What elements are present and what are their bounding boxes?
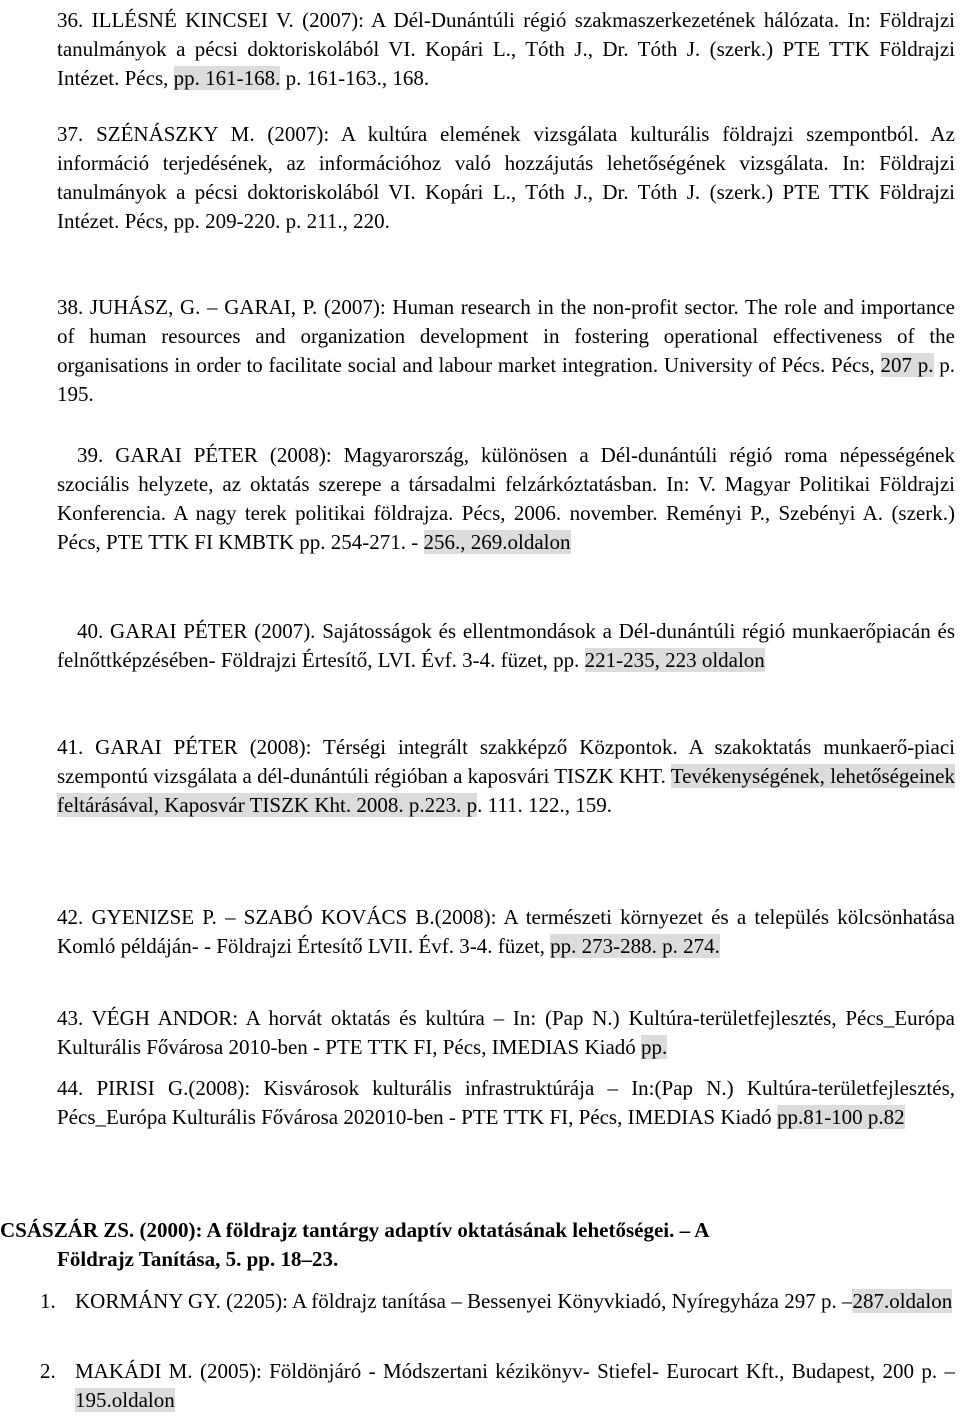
reference-text: p. 161-163., 168. (280, 66, 430, 90)
reference-text: 41. GARAI PÉTER (2008): Térségi integrált szakképző Központok. A szakoktatás munkaerő-piaci szempontú vizsgálata a dél-dunántúli régióban a kaposvári TISZK KHT. (57, 735, 955, 788)
highlighted-pages: pp. 273-288. p. 274. (550, 934, 720, 958)
reference-41 (57, 733, 955, 820)
reference-text: p. 195. (57, 353, 956, 406)
reference-text: 40. GARAI PÉTER (2007). Sajátosságok és ellentmondások a Dél-dunántúli régió munkaerőpiacán és felnőttképzésében- Földrajzi Értesítő, LVI. Évf. 3-4. füzet, pp. (57, 619, 955, 672)
reference-37 (57, 120, 955, 236)
reference-39 (57, 441, 955, 557)
highlighted-pages: 287.oldalon (852, 1289, 953, 1313)
list-item-text (75, 1287, 955, 1316)
reference-text: 43. VÉGH ANDOR: A horvát oktatás és kultúra – In: (Pap N.) Kultúra-területfejlesztés, Pécs_Európa Kulturális Fővárosa 2010-ben - PTE TTK FI, Pécs, IMEDIAS Kiadó (57, 1006, 955, 1059)
highlighted-pages: pp. 161-168. (173, 66, 281, 90)
highlighted-pages: 207 p. (880, 353, 934, 377)
reference-38 (57, 293, 955, 409)
reference-text: . 111. 122., 159. (477, 793, 613, 817)
list-number: 1. (40, 1289, 56, 1313)
list-item-text (75, 1357, 955, 1415)
reference-text: p. 211., 220. (280, 209, 390, 233)
section-heading (0, 1216, 955, 1274)
sub-reference-2 (40, 1357, 955, 1419)
reference-text: KORMÁNY GY. (2205): A földrajz tanítása – Bessenyei Könyvkiadó, Nyíregyháza 297 p. – (75, 1289, 853, 1313)
reference-36 (57, 6, 955, 93)
sub-reference-1 (40, 1287, 955, 1349)
highlighted-pages: 221-235, 223 oldalon (584, 648, 765, 672)
reference-text: 38. JUHÁSZ, G. – GARAI, P. (2007): Human research in the non-profit sector. The role and importance of human resources and organization development in fostering operational effectiveness of the organisations in order to facilitate social and labour market integration. University of Pécs. Pécs, (57, 295, 955, 377)
heading-line: CSÁSZÁR ZS. (2000): A földrajz tantárgy adaptív oktatásának lehetőségei. – A (0, 1218, 710, 1242)
reference-40 (57, 617, 955, 675)
reference-text: 44. PIRISI G.(2008): Kisvárosok kulturális infrastruktúrája – In:(Pap N.) Kultúra-területfejlesztés, Pécs_Európa Kulturális Fővárosa 202010-ben - PTE TTK FI, Pécs, IMEDIAS Kiadó (57, 1076, 955, 1129)
reference-text: 39. GARAI PÉTER (2008): Magyarország, különösen a Dél-dunántúli régió roma népességének szociális helyzete, az oktatás szerepe a társadalmi felzárkóztatásban. In: V. Magyar Politikai Földrajzi Konferencia. A nagy terek politikai földrajza. Pécs, 2006. november. Reményi P., Szebényi A. (szerk.) Pécs, PTE TTK FI KMBTK pp. 254-271. - (57, 443, 955, 554)
reference-text: 42. GYENIZSE P. – SZABÓ KOVÁCS B.(2008): A természeti környezet és a település kölcsönhatása Komló példáján- - Földrajzi Értesítő LVII. Évf. 3-4. füzet, (57, 905, 955, 958)
reference-text: 36. ILLÉSNÉ KINCSEI V. (2007): A Dél-Dunántúli régió szakmaszerkezetének hálózata. In: Földrajzi tanulmányok a pécsi doktoriskolából VI. Kopári L., Tóth J., Dr. Tóth J. (szerk.) PTE TTK Földrajzi Intézet. Pécs, (57, 8, 955, 90)
heading-line: Földrajz Tanítása, 5. pp. 18–23. (57, 1247, 339, 1271)
reference-43 (57, 1004, 955, 1062)
highlighted-pages: 195.oldalon (75, 1388, 175, 1412)
reference-text: MAKÁDI M. (2005): Földönjáró - Módszertani kézikönyv- Stiefel- Eurocart Kft., Budapest, 200 p. – (75, 1359, 955, 1383)
reference-44 (57, 1074, 955, 1132)
reference-text: 37. SZÉNÁSZKY M. (2007): A kultúra elemének vizsgálata kulturális földrajzi szempontból. Az információ terjedésének, az információhoz való hozzájutás lehetőségének vizsgálata. In: Földrajzi tanulmányok a pécsi doktoriskolából VI. Kopári L., Tóth J., Dr. Tóth J. (szerk.) PTE TTK Földrajzi Intézet. Pécs, (57, 122, 955, 233)
reference-42 (57, 903, 955, 961)
highlighted-pages: Tevékenységének, lehetőségeinek feltárásával, Kaposvár TISZK Kht. 2008. p.223. p (57, 764, 955, 817)
reference-pages: pp. 209-220. (173, 209, 281, 233)
highlighted-pages: 256., 269.oldalon (423, 530, 571, 554)
list-number: 2. (40, 1359, 56, 1383)
highlighted-pages: pp.81-100 p.82 (776, 1105, 905, 1129)
highlighted-pages: pp. (641, 1035, 668, 1059)
